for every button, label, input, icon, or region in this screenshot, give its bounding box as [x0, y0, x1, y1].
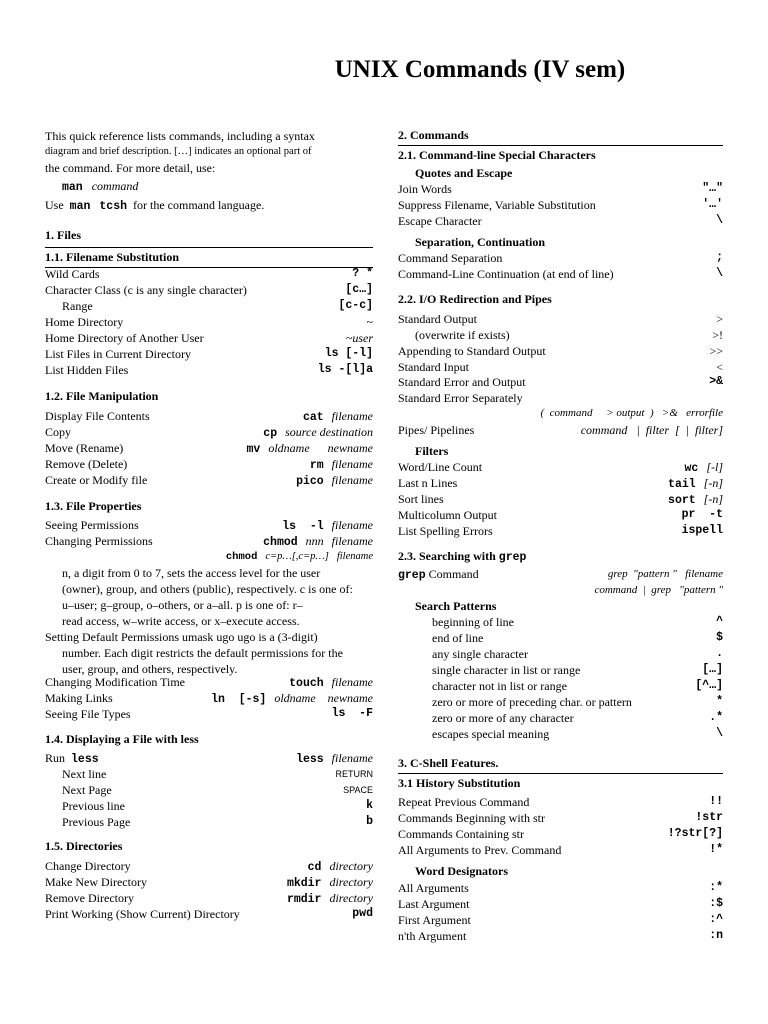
list-item: beginning of line ^ [432, 615, 723, 629]
description-text: Setting Default Permissions umask ugo ugo is a (3-digit) [45, 630, 318, 644]
list-item: zero or more of preceding char. or pattern * [432, 695, 723, 709]
list-item: single character in list or range […] [432, 663, 723, 677]
list-item: Making Links ln [-s] oldname newname [45, 691, 373, 706]
subsection-heading: 2.3. Searching with grep [398, 549, 527, 564]
list-item: Suppress Filename, Variable Substitution '…' [398, 198, 723, 212]
section-heading: 1. Files [45, 228, 81, 242]
list-item: Commands Containing str !?str[?] [398, 827, 723, 841]
list-item: Make New Directory mkdir directory [45, 875, 373, 890]
section-heading: 2. Commands [398, 128, 723, 146]
list-item: any single character . [432, 647, 723, 661]
list-item: Previous Page b [62, 815, 373, 829]
list-item: chmod c=p…[,c=p…] filename [225, 551, 373, 563]
list-item: Sort lines sort [-n] [398, 492, 723, 507]
page-title: UNIX Commands (IV sem) [334, 56, 626, 83]
list-item: Next line RETURN [62, 767, 373, 781]
list-item: Run less less filename [45, 751, 373, 766]
list-item: Remove (Delete) rm filename [45, 457, 373, 472]
list-item: end of line $ [432, 631, 723, 645]
description-text: number. Each digit restricts the default permissions for the [62, 646, 343, 660]
list-item: zero or more of any character .* [432, 711, 723, 725]
list-item: Remove Directory rmdir directory [45, 891, 373, 906]
list-item: Repeat Previous Command !! [398, 795, 723, 809]
list-item: Create or Modify file pico filename [45, 473, 373, 488]
list-item: escapes special meaning \ [432, 727, 723, 741]
list-item: Command-Line Continuation (at end of line) \ [398, 267, 723, 281]
list-item: Changing Permissions chmod nnn filename [45, 534, 373, 549]
group-heading: Word Designators [415, 864, 508, 878]
list-item: Wild Cards ? * [45, 267, 373, 281]
list-item: Home Directory of Another User ~user [45, 331, 373, 345]
list-item: (overwrite if exists) >! [415, 328, 723, 342]
list-item: Word/Line Count wc [-l] [398, 460, 723, 475]
list-item: Seeing Permissions ls -l filename [45, 518, 373, 533]
subsection-heading: 1.2. File Manipulation [45, 389, 159, 403]
list-item: Last n Lines tail [-n] [398, 476, 723, 491]
list-item: Next Page SPACE [62, 783, 373, 797]
intro-line: the command. For more detail, use: [45, 161, 216, 175]
man-usage: man command [62, 179, 139, 194]
subsection-heading: 2.1. Command-line Special Characters [398, 148, 596, 162]
list-item: Escape Character \ [398, 214, 723, 228]
list-item: Home Directory ~ [45, 315, 373, 329]
list-item: command | grep "pattern " [594, 584, 723, 596]
list-item: Last Argument :$ [398, 897, 723, 911]
list-item: Standard Input < [398, 360, 723, 374]
list-item: Display File Contents cat filename [45, 409, 373, 424]
subsection-heading: 3.1 History Substitution [398, 776, 521, 790]
description-text: n, a digit from 0 to 7, sets the access level for the user [62, 566, 321, 580]
list-item: n'th Argument :n [398, 929, 723, 943]
list-item: All Arguments :* [398, 881, 723, 895]
subsection-heading: 1.5. Directories [45, 839, 123, 853]
list-item: Change Directory cd directory [45, 859, 373, 874]
description-text: read access, w–write access, or x–execute access. [62, 614, 300, 628]
list-item: Pipes/ Pipelines command | filter [ | filter] [398, 423, 723, 437]
subsection-heading: 1.4. Displaying a File with less [45, 732, 199, 746]
use-line: Use man tcsh for the command language. [45, 198, 265, 213]
list-item: List Files in Current Directory ls [-l] [45, 347, 373, 361]
list-item: List Spelling Errors ispell [398, 524, 723, 538]
list-item: Character Class (c is any single character) [c…] [45, 283, 373, 297]
group-heading: Separation, Continuation [415, 235, 546, 249]
list-item: Seeing File Types ls -F [45, 707, 373, 721]
list-item: Appending to Standard Output >> [398, 344, 723, 358]
list-item: Copy cp source destination [45, 425, 373, 440]
list-item: Standard Error Separately [398, 391, 523, 405]
list-item: Previous line k [62, 799, 373, 813]
list-item: Join Words "…" [398, 182, 723, 196]
list-item: Range [c-c] [62, 299, 373, 313]
intro-line: This quick reference lists commands, including a syntax [45, 129, 315, 143]
list-item: All Arguments to Prev. Command !* [398, 843, 723, 857]
list-item: Multicolumn Output pr -t [398, 508, 723, 522]
description-text: u–user; g–group, o–others, or a–all. p is one of: r– [62, 598, 303, 612]
group-heading: Quotes and Escape [415, 166, 513, 180]
description-text: (owner), group, and others (public), respectively. c is one of: [62, 582, 353, 596]
list-item: ( command > output ) >& errorfile [540, 407, 723, 419]
intro-line: diagram and brief description. […] indicates an optional part of [45, 146, 312, 157]
group-heading: Search Patterns [415, 599, 497, 613]
list-item: grep Command grep "pattern " filename [398, 567, 723, 582]
list-item: List Hidden Files ls -[l]a [45, 363, 373, 377]
list-item: Print Working (Show Current) Directory pwd [45, 907, 373, 921]
section-heading: 3. C-Shell Features. [398, 756, 723, 774]
description-text: user, group, and others, respectively. [62, 662, 238, 676]
list-item: Changing Modification Time touch filename [45, 675, 373, 690]
group-heading: Filters [415, 444, 449, 458]
list-item: character not in list or range [^…] [432, 679, 723, 693]
list-item: First Argument :^ [398, 913, 723, 927]
subsection-heading: 2.2. I/O Redirection and Pipes [398, 292, 552, 306]
list-item: Standard Output > [398, 312, 723, 326]
list-item: Move (Rename) mv oldname newname [45, 441, 373, 456]
list-item: Command Separation ; [398, 251, 723, 265]
subsection-heading: 1.3. File Properties [45, 499, 142, 513]
list-item: Standard Error and Output >& [398, 375, 723, 389]
subsection-heading: 1.1. Filename Substitution [45, 247, 373, 268]
list-item: Commands Beginning with str !str [398, 811, 723, 825]
